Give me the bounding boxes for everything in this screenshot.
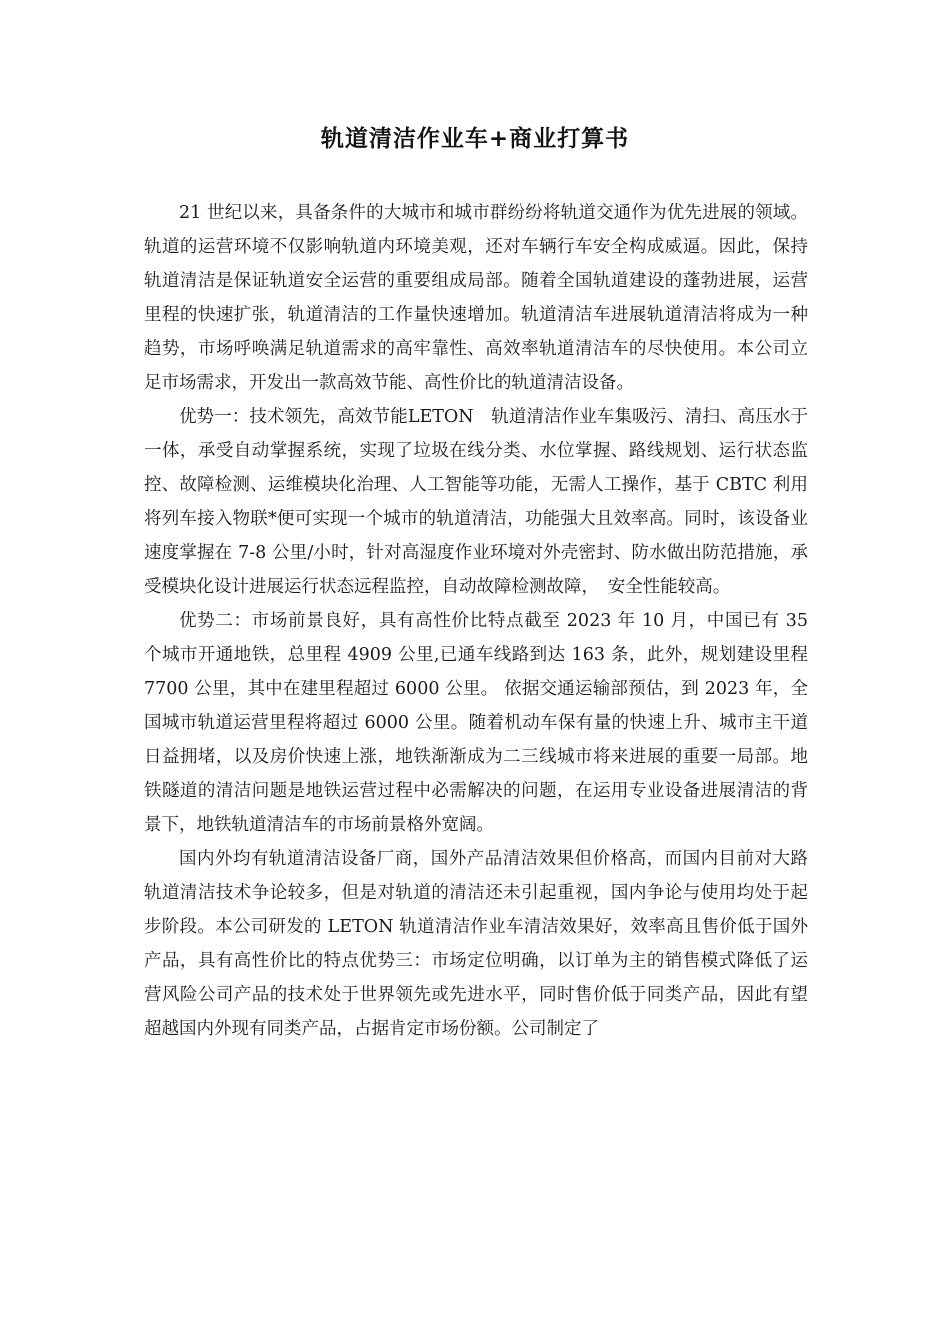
paragraph-domestic-foreign: 国内外均有轨道清洁设备厂商，国外产品清洁效果但价格高，而国内目前对大路轨道清洁技术争论较多，但是对轨道的清洁还未引起重视，国内争论与使用均处于起步阶段。本公司研发的 LETON 轨道清洁作业车清洁效果好，效率高且售价低于国外产品，具有高性价比的特点优势三：市场定位明确，以订单为主的销售模式降低了运营风险公司产品的技术处于世界领先或先进水平，同时售价低于同类产品，因此有望超越国内外现有同类产品，占据肯定市场份额。公司制定了 xyxy=(144,849,808,1039)
document-title: 轨道清洁作业车+商业打算书 xyxy=(320,126,630,152)
document-body xyxy=(144,196,808,1046)
paragraph-advantage-two: 优势二：市场前景良好，具有高性价比特点截至 2023 年 10 月，中国已有 35 个城市开通地铁，总里程 4909 公里,已通车线路到达 163 条，此外，规划建设里程 7700 公里，其中在建里程超过 6000 公里。 依据交通运输部预估，到 2023 年，全国城市轨道运营里程将超过 6000 公里。随着机动车保有量的快速上升、城市主干道日益拥堵，以及房价快速上涨，地铁渐渐成为二三线城市将来进展的重要一局部。地铁隧道的清洁问题是地铁运营过程中必需解决的问题，在运用专业设备进展清洁的背景下，地铁轨道清洁车的市场前景格外宽阔。 xyxy=(144,611,808,835)
paragraph-advantage-one: 优势一：技术领先，高效节能LETON 轨道清洁作业车集吸污、清扫、高压水于一体，承受自动掌握系统，实现了垃圾在线分类、水位掌握、路线规划、运行状态监控、故障检测、运维模块化治理、人工智能等功能，无需人工操作，基于 CBTC 利用将列车接入物联*便可实现一个城市的轨道清洁，功能强大且效率高。同时，该设备业速度掌握在 7-8 公里/小时，针对高湿度作业环境对外壳密封、防水做出防范措施，承受模块化设计进展运行状态远程监控，自动故障检测故障， 安全性能较高。 xyxy=(144,407,808,597)
paragraph-intro: 21 世纪以来，具备条件的大城市和城市群纷纷将轨道交通作为优先进展的领域。轨道的运营环境不仅影响轨道内环境美观，还对车辆行车安全构成威逼。因此，保持轨道清洁是保证轨道安全运营的重要组成局部。随着全国轨道建设的蓬勃进展，运营里程的快速扩张，轨道清洁的工作量快速增加。轨道清洁车进展轨道清洁将成为一种趋势，市场呼唤满足轨道需求的高牢靠性、高效率轨道清洁车的尽快使用。本公司立足市场需求，开发出一款高效节能、高性价比的轨道清洁设备。 xyxy=(144,203,808,393)
